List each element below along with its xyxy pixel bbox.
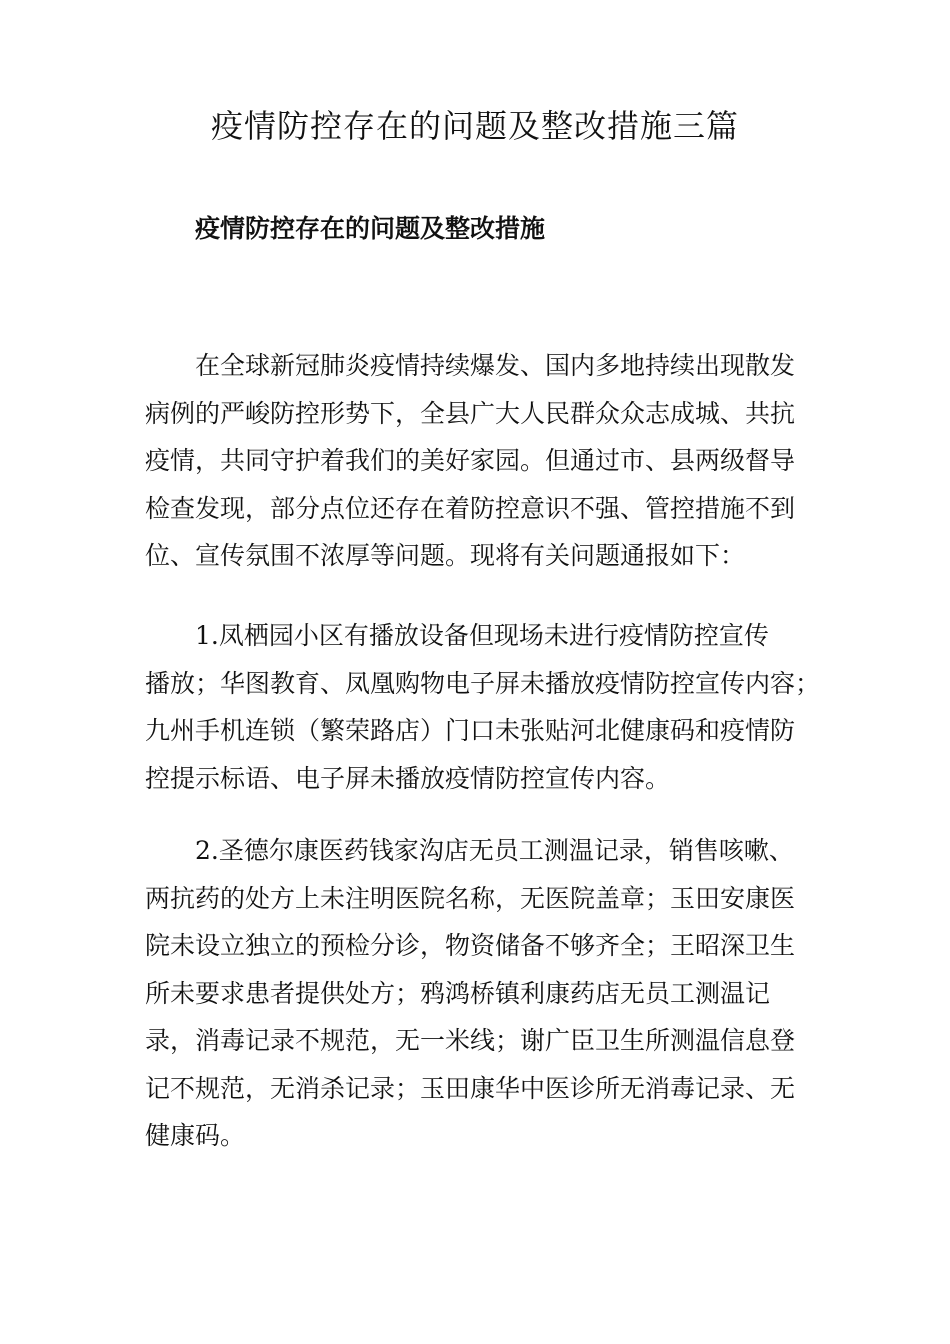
- paragraph-line: 九州手机连锁（繁荣路店）门口未张贴河北健康码和疫情防: [145, 716, 796, 745]
- document-subtitle: 疫情防控存在的问题及整改措施: [195, 214, 546, 243]
- paragraph-intro: [145, 342, 815, 580]
- paragraph-line: 位、宣传氛围不浓厚等问题。现将有关问题通报如下：: [145, 541, 746, 570]
- paragraph-item-1: [145, 612, 821, 802]
- paragraph-line: 记不规范，无消杀记录；玉田康华中医诊所无消毒记录、无: [145, 1073, 796, 1103]
- paragraph-line: 疫情，共同守护着我们的美好家园。但通过市、县两级督导: [145, 446, 796, 475]
- paragraph-line: 播放；华图教育、凤凰购物电子屏未播放疫情防控宣传内容；: [145, 668, 821, 698]
- paragraph-line: 所未要求患者提供处方；鸦鸿桥镇利康药店无员工测温记: [145, 978, 771, 1008]
- paragraph-line: 录，消毒记录不规范，无一米线；谢广臣卫生所测温信息登: [145, 1026, 796, 1055]
- paragraph-line: 院未设立独立的预检分诊，物资储备不够齐全；王昭深卫生: [145, 931, 796, 960]
- paragraph-item-2: [145, 827, 815, 1160]
- paragraph-line: 1.凤栖园小区有播放设备但现场未进行疫情防控宣传: [195, 621, 769, 650]
- document-title: 疫情防控存在的问题及整改措施三篇: [210, 107, 739, 145]
- paragraph-line: 在全球新冠肺炎疫情持续爆发、国内多地持续出现散发: [195, 351, 796, 380]
- paragraph-line: 控提示标语、电子屏未播放疫情防控宣传内容。: [145, 763, 671, 793]
- paragraph-line: 2.圣德尔康医药钱家沟店无员工测温记录，销售咳嗽、: [195, 836, 794, 865]
- paragraph-line: 两抗药的处方上未注明医院名称，无医院盖章；玉田安康医: [145, 883, 796, 913]
- paragraph-line: 检查发现，部分点位还存在着防控意识不强、管控措施不到: [145, 493, 796, 523]
- paragraph-line: 病例的严峻防控形势下，全县广大人民群众众志成城、共抗: [145, 398, 796, 428]
- paragraph-line: 健康码。: [145, 1121, 246, 1150]
